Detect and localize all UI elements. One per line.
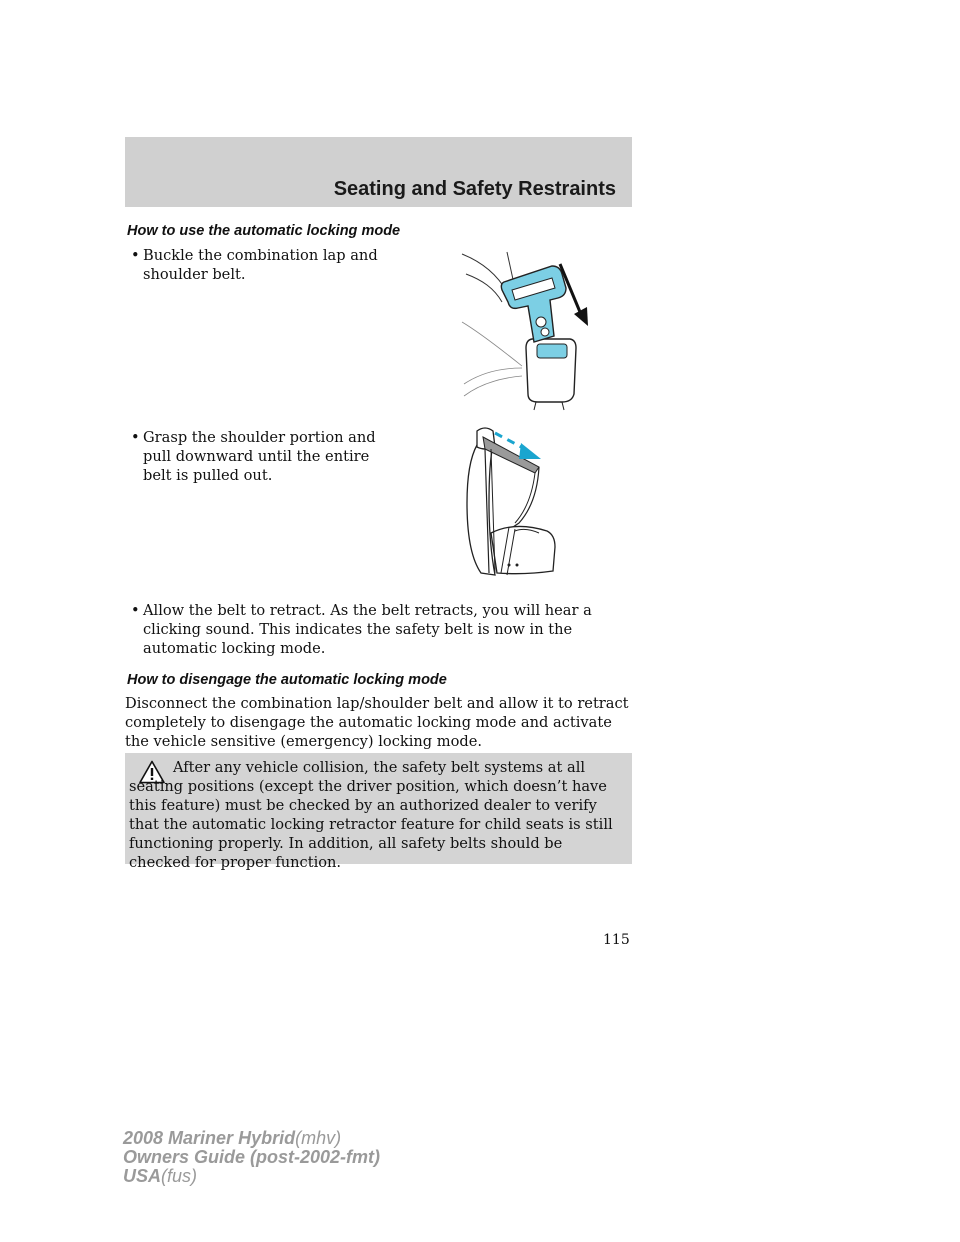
footer-guide: Owners Guide (post-2002-fmt): [123, 1147, 381, 1167]
footer-model-code: (mhv): [295, 1128, 342, 1148]
list-item-text: Grasp the shoulder portion and pull downward until the entire belt is pulled out.: [143, 429, 376, 484]
bullet-marker: •: [131, 247, 140, 264]
footer-line-2: [123, 1148, 380, 1167]
disengage-paragraph: Disconnect the combination lap/shoulder belt and allow it to retract completely to disengage the automatic locking mode and activate the vehicle sensitive (emergency) locking mode.: [125, 695, 629, 750]
header-band: [125, 137, 632, 207]
bullet-marker: •: [131, 602, 140, 619]
list-item-text: Buckle the combination lap and shoulder belt.: [143, 247, 378, 283]
buckle-illustration: [452, 244, 602, 414]
document-footer: [123, 1129, 380, 1186]
section-title: Seating and Safety Restraints: [333, 178, 616, 200]
list-item: [131, 601, 635, 658]
heading-automatic-locking-use: How to use the automatic locking mode: [127, 223, 401, 239]
warning-box: [125, 753, 632, 871]
list-item-text: Allow the belt to retract. As the belt retracts, you will hear a clicking sound. This indicates the safety belt is now in the automatic locking mode.: [143, 602, 592, 657]
bullet-marker: •: [131, 429, 140, 446]
page-number: 115: [603, 932, 630, 948]
footer-model: 2008 Mariner Hybrid: [123, 1128, 296, 1148]
footer-line-1: [123, 1129, 380, 1148]
list-item: [131, 246, 391, 284]
warning-text: After any vehicle collision, the safety belt systems at all seating positions (except the driver position, which doesn’t have this feature) must be checked by an authorized dealer to verify that the automatic locking retractor feature for child seats is still functioning properly. In addition, all safety belts should be checked for proper function.: [129, 759, 613, 871]
seat-belt-pull-illustration: [455, 423, 575, 583]
heading-automatic-locking-disengage: How to disengage the automatic locking mode: [127, 672, 447, 688]
footer-market: USA: [123, 1166, 162, 1186]
list-item: [131, 428, 391, 485]
footer-market-code: (fus): [161, 1166, 198, 1186]
footer-line-3: [123, 1167, 380, 1186]
